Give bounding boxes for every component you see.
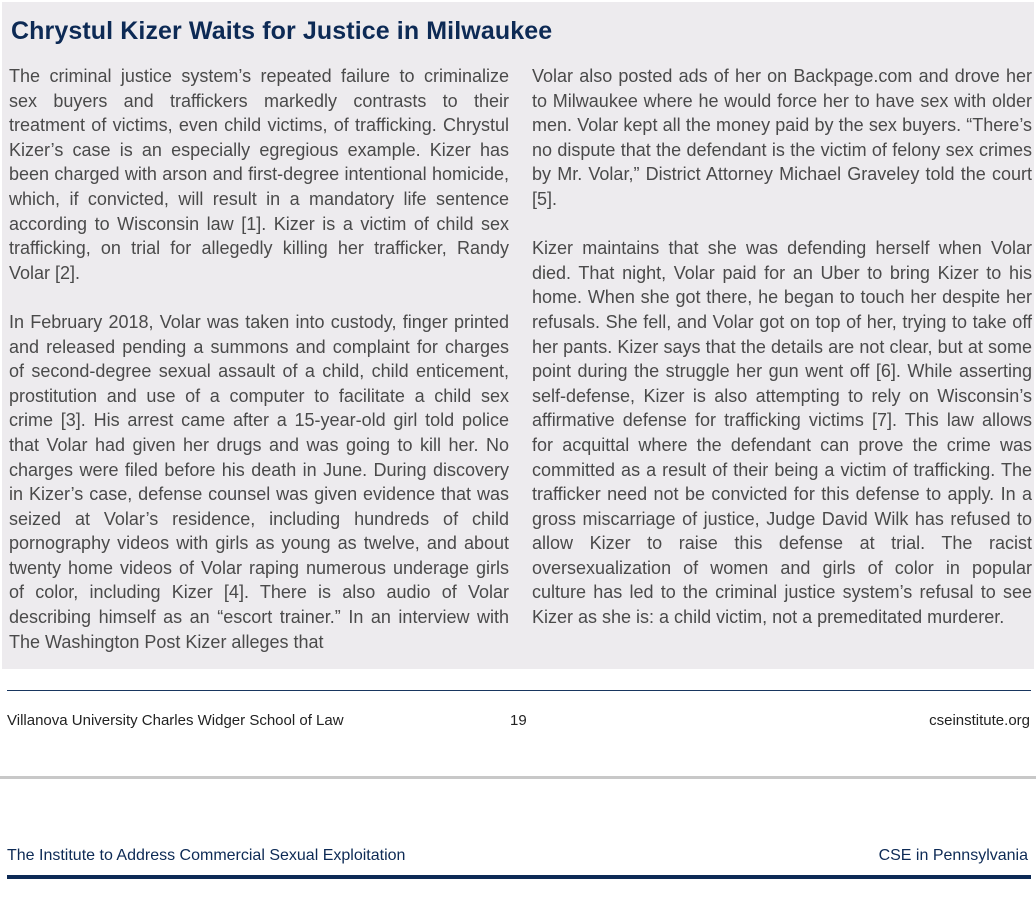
left-column (9, 64, 509, 679)
page-number: 19 (510, 712, 527, 729)
left-paragraph-1: The criminal justice system’s repeated failure to criminalize sex buyers and traffickers markedly contrasts to their treatment of victims, even child victims, of trafficking. Chrystul Kizer’s case is an especially egregious example. Kizer has been charged with arson and first-degree intentional homicide, which, if convicted, will result in a mandatory life sentence according to Wisconsin law [1]. Kizer is a victim of child sex trafficking, on trial for allegedly killing her trafficker, Randy Volar [2]. (9, 66, 509, 283)
page-separator (0, 776, 1036, 779)
footer-rule (7, 690, 1031, 691)
next-page-header-rule (7, 875, 1031, 879)
next-page-header-left: The Institute to Address Commercial Sexual Exploitation (7, 847, 406, 864)
footer-website: cseinstitute.org (929, 712, 1030, 729)
right-paragraph-2: Kizer maintains that she was defending herself when Volar died. That night, Volar paid for an Uber to bring Kizer to his home. When she got there, he began to touch her despite her refusals. She fell, and Volar got on top of her, trying to take off her pants. Kizer says that the details are not clear, but at some point during the struggle her gun went off [6]. While asserting self-defense, Kizer is also attempting to rely on Wisconsin’s affirmative defense for trafficking victims [7]. This law allows for acquittal where the defendant can prove the crime was committed as a result of their being a victim of trafficking. The trafficker need not be convicted for this defense to apply. In a gross miscarriage of justice, Judge David Wilk has refused to allow Kizer to raise this defense at trial. The racist oversexualization of women and girls of color in popular culture has led to the criminal justice system’s refusal to see Kizer as she is: a child victim, not a premeditated murderer. (532, 238, 1032, 628)
right-paragraph-1: Volar also posted ads of her on Backpage.com and drove her to Milwaukee where he would force her to have sex with older men. Volar kept all the money paid by the sex buyers. “There’s no dispute that the defendant is the victim of felony sex crimes by Mr. Volar,” District Attorney Michael Graveley told the court [5]. (532, 66, 1032, 209)
article-panel (2, 2, 1034, 669)
left-paragraph-2: In February 2018, Volar was taken into custody, finger printed and released pending a summons and complaint for charges of second-degree sexual assault of a child, child enticement, prostitution and use of a computer to facilitate a child sex crime [3]. His arrest came after a 15-year-old girl told police that Volar had given her drugs and was going to kill her. No charges were filed before his death in June. During discovery in Kizer’s case, defense counsel was given evidence that was seized at Volar’s residence, including hundreds of child pornography videos with girls as young as twelve, and about twenty home videos of Volar raping numerous underage girls of color, including Kizer [4]. There is also audio of Volar describing himself as an “escort trainer.” In an interview with The Washington Post Kizer alleges that (9, 311, 509, 652)
footer-school: Villanova University Charles Widger School of Law (7, 712, 344, 729)
right-column (532, 64, 1032, 654)
article-title: Chrystul Kizer Waits for Justice in Milwaukee (11, 17, 553, 45)
next-page-header-right: CSE in Pennsylvania (878, 847, 1028, 864)
